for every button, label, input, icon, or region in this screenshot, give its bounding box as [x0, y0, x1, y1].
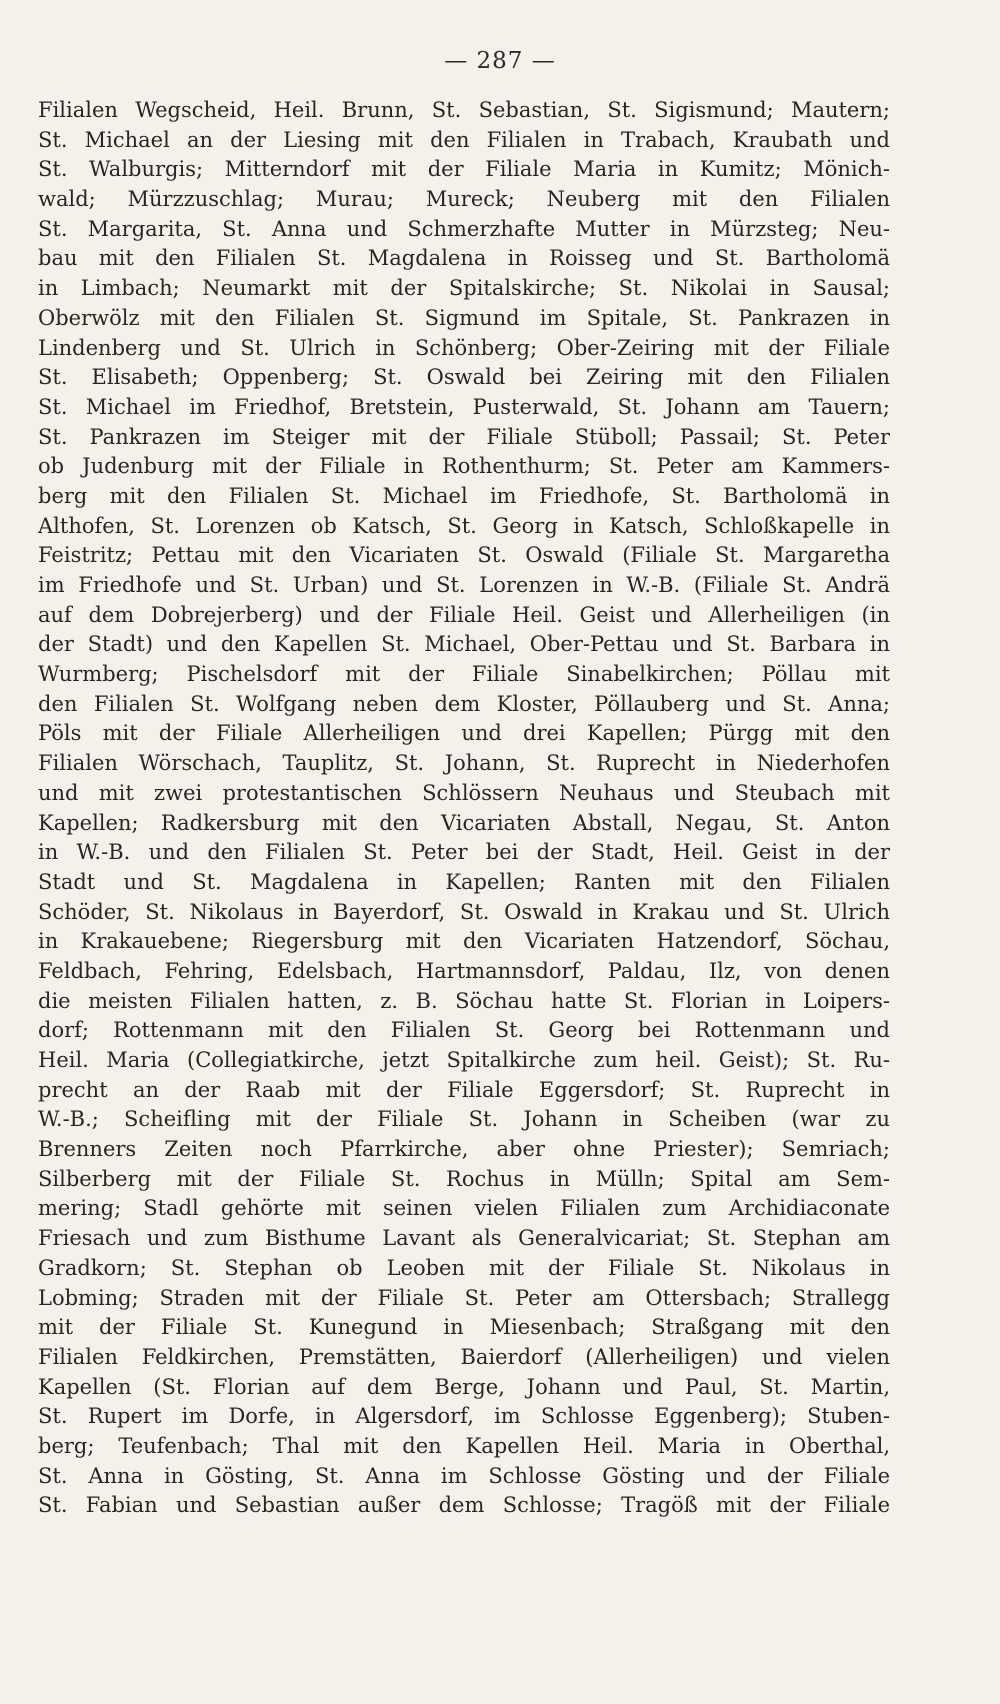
text-line: St. Elisabeth; Oppenberg; St. Oswald bei Zeiring mit den Filialen	[38, 365, 890, 390]
text-line: Schöder, St. Nikolaus in Bayerdorf, St. Oswald in Krakau und St. Ulrich	[38, 899, 890, 924]
text-line: Lindenberg und St. Ulrich in Schönberg; Ober-Zeiring mit der Filiale	[38, 335, 890, 360]
text-line: St. Michael im Friedhof, Bretstein, Pusterwald, St. Johann am Tauern;	[38, 394, 890, 419]
text-line: Stadt und St. Magdalena in Kapellen; Ranten mit den Filialen	[38, 869, 890, 894]
text-line: Brenners Zeiten noch Pfarrkirche, aber ohne Priester); Semriach;	[38, 1137, 890, 1162]
text-line: mit der Filiale St. Kunegund in Miesenbach; Straßgang mit den	[38, 1315, 890, 1340]
text-line: Feldbach, Fehring, Edelsbach, Hartmannsdorf, Paldau, Ilz, von denen	[38, 958, 890, 983]
text-line: Filialen Wörschach, Tauplitz, St. Johann, St. Ruprecht in Niederhofen	[38, 751, 890, 776]
text-line: Kapellen (St. Florian auf dem Berge, Johann und Paul, St. Martin,	[38, 1374, 890, 1399]
text-line: der Stadt) und den Kapellen St. Michael, Ober-Pettau und St. Barbara in	[38, 632, 890, 657]
text-line: St. Rupert im Dorfe, in Algersdorf, im Schlosse Eggenberg); Stuben-	[38, 1404, 890, 1429]
text-line: St. Anna in Gösting, St. Anna im Schlosse Gösting und der Filiale	[38, 1463, 890, 1488]
text-line: dorf; Rottenmann mit den Filialen St. Georg bei Rottenmann und	[38, 1018, 890, 1043]
body-text	[38, 96, 890, 1521]
text-line: Feistritz; Pettau mit den Vicariaten St. Oswald (Filiale St. Margaretha	[38, 543, 890, 568]
text-line: berg; Teufenbach; Thal mit den Kapellen Heil. Maria in Oberthal,	[38, 1433, 890, 1458]
text-line: berg mit den Filialen St. Michael im Friedhofe, St. Bartholomä in	[38, 483, 890, 508]
text-line: precht an der Raab mit der Filiale Eggersdorf; St. Ruprecht in	[38, 1077, 890, 1102]
text-line: Filialen Feldkirchen, Premstätten, Baierdorf (Allerheiligen) und vielen	[38, 1344, 890, 1369]
text-line: St. Margarita, St. Anna und Schmerzhafte Mutter in Mürzsteg; Neu-	[38, 216, 890, 241]
text-line: Althofen, St. Lorenzen ob Katsch, St. Georg in Katsch, Schloßkapelle in	[38, 513, 890, 538]
text-line: den Filialen St. Wolfgang neben dem Kloster, Pöllauberg und St. Anna;	[38, 691, 890, 716]
text-line: die meisten Filialen hatten, z. B. Söchau hatte St. Florian in Loipers-	[38, 988, 890, 1013]
text-line: St. Walburgis; Mitterndorf mit der Filiale Maria in Kumitz; Mönich-	[38, 157, 890, 182]
text-line: Lobming; Straden mit der Filiale St. Peter am Ottersbach; Strallegg	[38, 1285, 890, 1310]
text-line: W.-B.; Scheifling mit der Filiale St. Johann in Scheiben (war zu	[38, 1107, 890, 1132]
text-line: in W.-B. und den Filialen St. Peter bei der Stadt, Heil. Geist in der	[38, 840, 890, 865]
text-line: Oberwölz mit den Filialen St. Sigmund im Spitale, St. Pankrazen in	[38, 305, 890, 330]
text-line: St. Fabian und Sebastian außer dem Schlosse; Tragöß mit der Filiale	[38, 1493, 890, 1518]
page-number-header: — 287 —	[444, 48, 556, 74]
text-line: Silberberg mit der Filiale St. Rochus in Mülln; Spital am Sem-	[38, 1166, 890, 1191]
text-line: auf dem Dobrejerberg) und der Filiale Heil. Geist und Allerheiligen (in	[38, 602, 890, 627]
text-line: Filialen Wegscheid, Heil. Brunn, St. Sebastian, St. Sigismund; Mautern;	[38, 98, 890, 122]
text-line: im Friedhofe und St. Urban) und St. Lorenzen in W.-B. (Filiale St. Andrä	[38, 573, 890, 597]
text-line: in Krakauebene; Riegersburg mit den Vicariaten Hatzendorf, Söchau,	[38, 929, 890, 954]
text-line: ob Judenburg mit der Filiale in Rothenthurm; St. Peter am Kammers-	[38, 454, 890, 479]
text-line: in Limbach; Neumarkt mit der Spitalskirche; St. Nikolai in Sausal;	[38, 276, 890, 301]
text-line: wald; Mürzzuschlag; Murau; Mureck; Neuberg mit den Filialen	[38, 187, 890, 212]
text-line: St. Pankrazen im Steiger mit der Filiale Stüboll; Passail; St. Peter	[38, 424, 890, 449]
text-line: bau mit den Filialen St. Magdalena in Roisseg und St. Bartholomä	[38, 246, 890, 271]
text-line: Pöls mit der Filiale Allerheiligen und drei Kapellen; Pürgg mit den	[38, 721, 890, 746]
text-line: Gradkorn; St. Stephan ob Leoben mit der Filiale St. Nikolaus in	[38, 1255, 890, 1280]
text-line: St. Michael an der Liesing mit den Filialen in Trabach, Kraubath und	[38, 127, 890, 152]
text-line: Wurmberg; Pischelsdorf mit der Filiale Sinabelkirchen; Pöllau mit	[38, 662, 890, 687]
text-line: Friesach und zum Bisthume Lavant als Generalvicariat; St. Stephan am	[38, 1226, 890, 1251]
text-line: mering; Stadl gehörte mit seinen vielen Filialen zum Archidiaconate	[38, 1196, 890, 1221]
text-line: Heil. Maria (Collegiatkirche, jetzt Spitalkirche zum heil. Geist); St. Ru-	[38, 1048, 890, 1072]
text-line: Kapellen; Radkersburg mit den Vicariaten Abstall, Negau, St. Anton	[38, 810, 890, 835]
text-line: und mit zwei protestantischen Schlössern Neuhaus und Steubach mit	[38, 780, 890, 805]
